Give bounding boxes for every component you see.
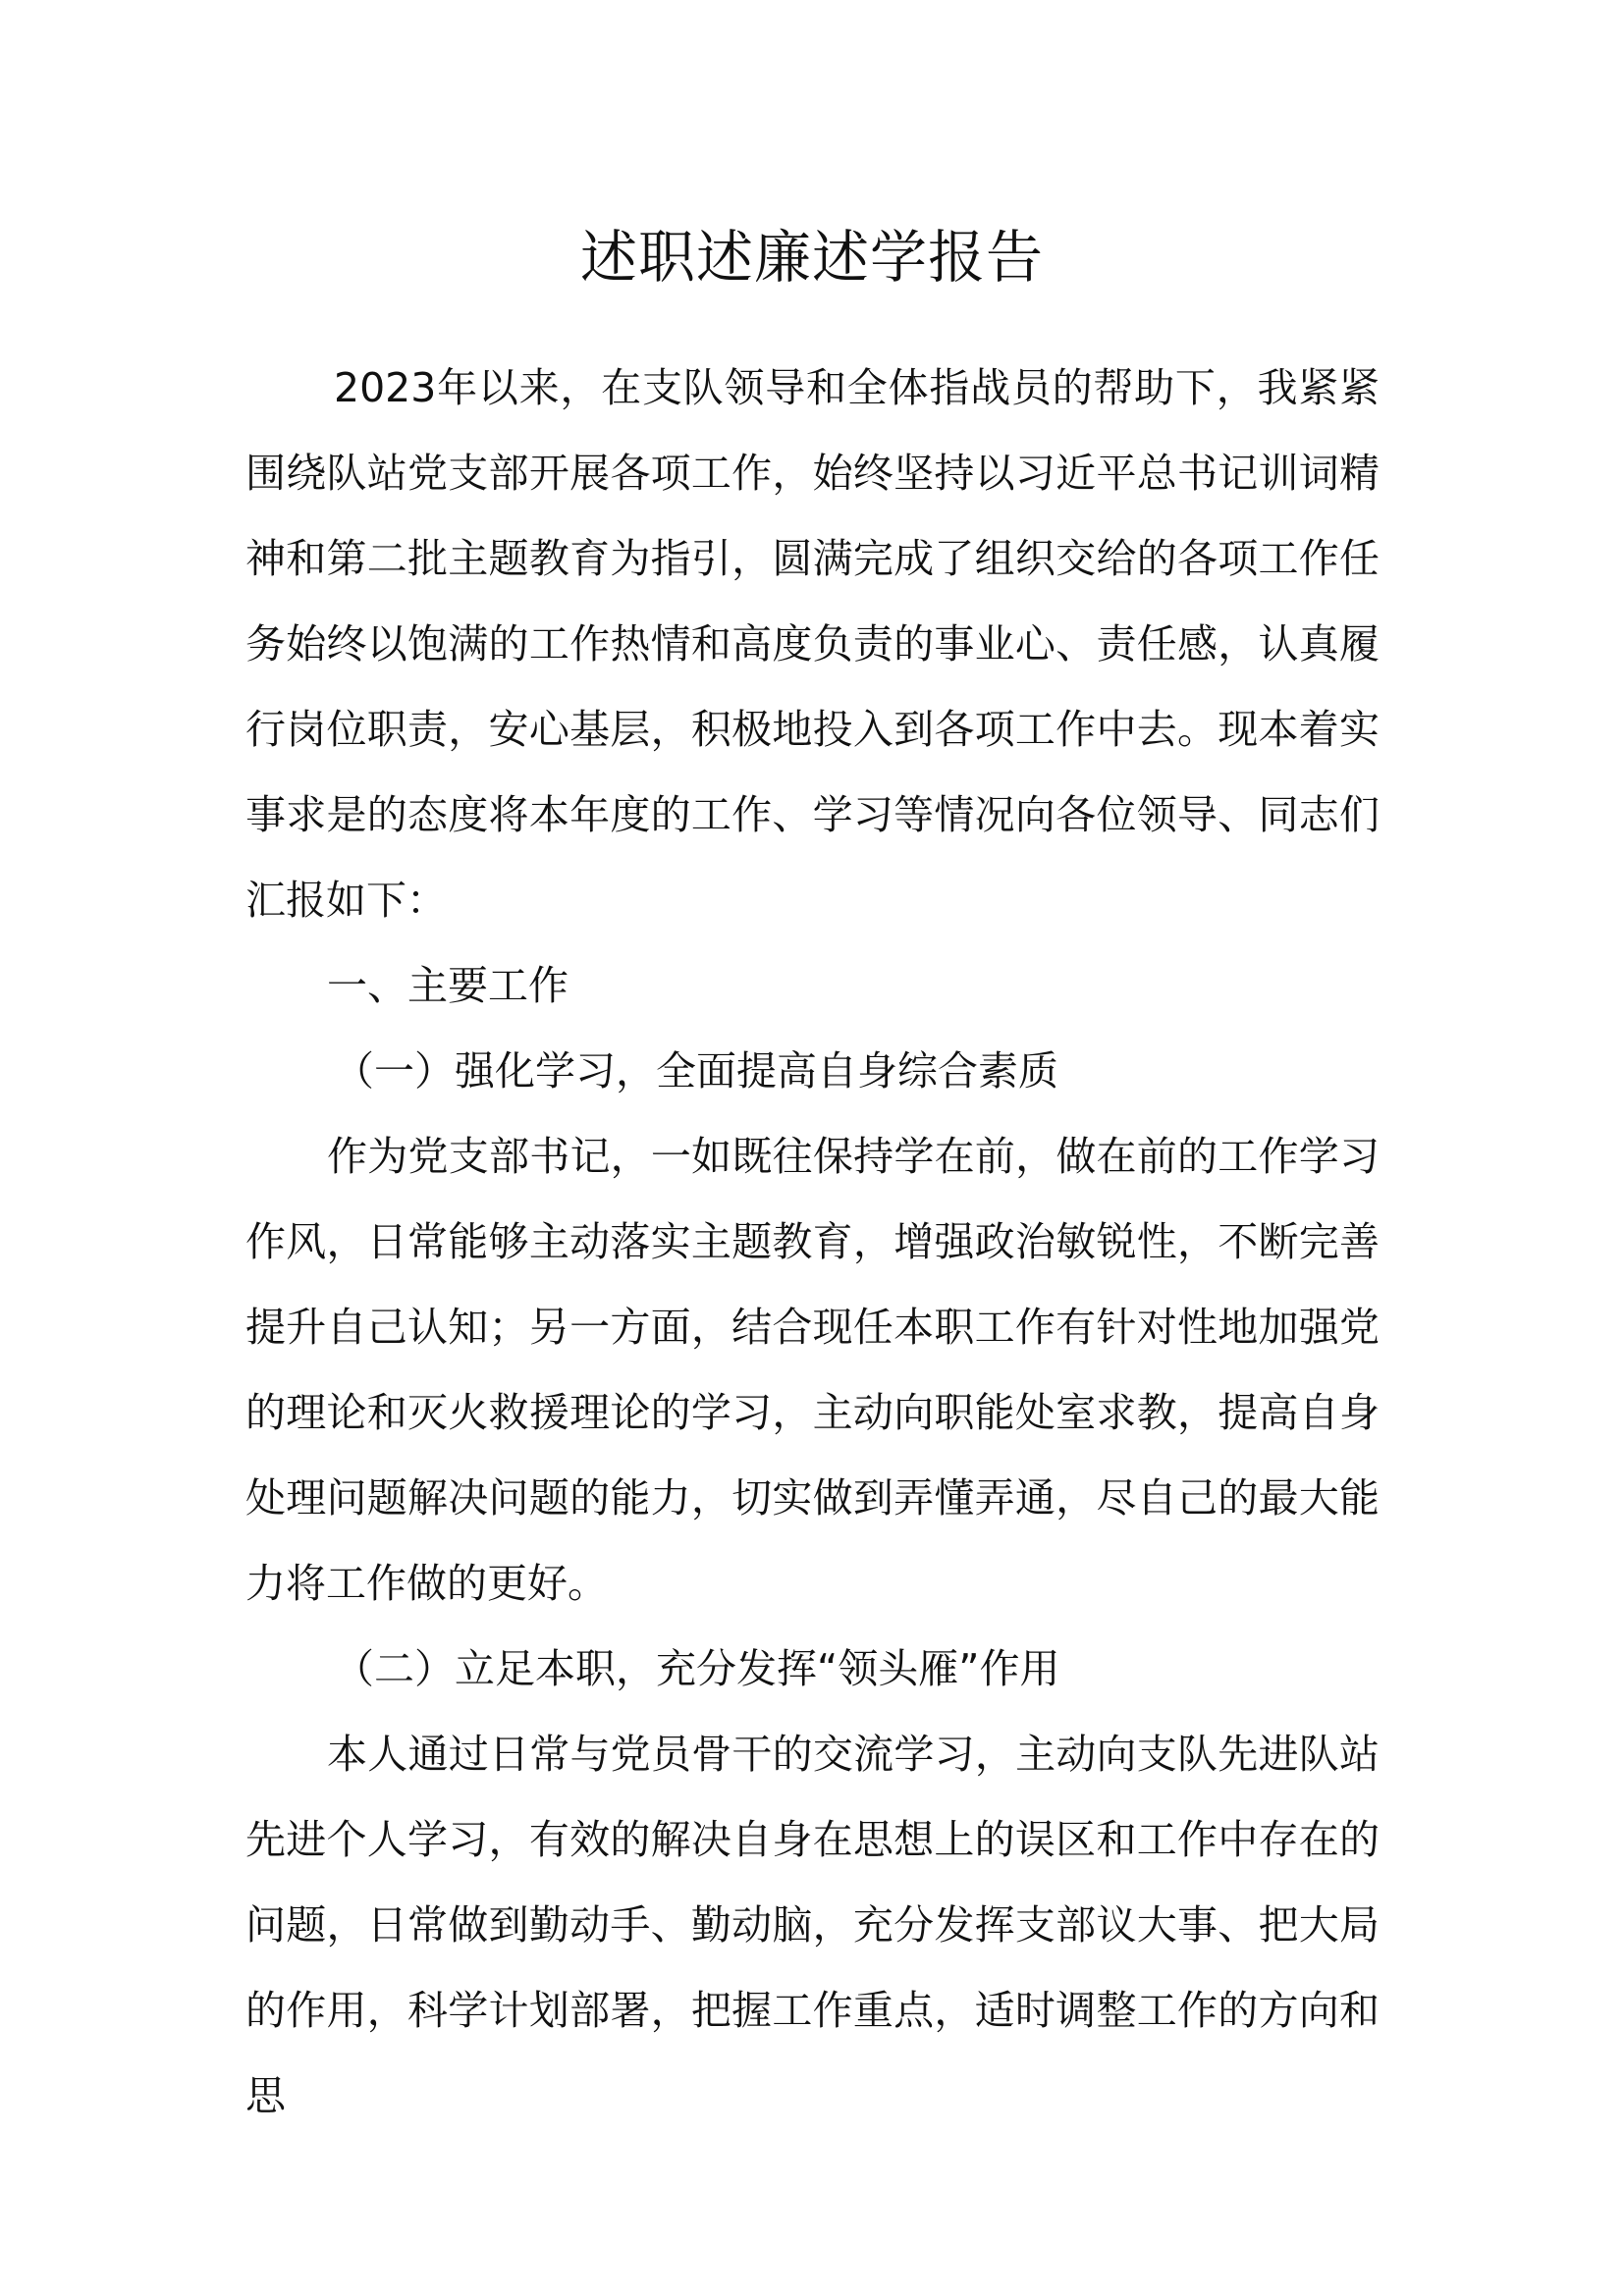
subsection-heading-study: （一）强化学习，全面提高自身综合素质 [334,1047,1058,1095]
role-paragraph: 本人通过日常与党员骨干的交流学习，主动向支队先进队站先进个人学习，有效的解决自身在思想上的误区和工作中存在的问题，日常做到勤动手、勤动脑，充分发挥支部议大事、把大局的作用，科学计划部署，把握工作重点，适时调整工作的方向和思 [245,1731,1380,2119]
report-title: 述职述廉述学报告 [579,224,1044,291]
report-body [245,346,1380,2139]
study-paragraph: 作为党支部书记，一如既往保持学在前，做在前的工作学习作风，日常能够主动落实主题教育，增强政治敏锐性，不断完善提升自己认知；另一方面，结合现任本职工作有针对性地加强党的理论和灭火救援理论的学习，主动向职能处室求教，提高自身处理问题解决问题的能力，切实做到弄懂弄通，尽自己的最大能力将工作做的更好。 [245,1133,1380,1607]
subsection-heading-role: （二）立足本职，充分发挥“领头雁”作用 [334,1645,1060,1692]
intro-paragraph: 2023年以来，在支队领导和全体指战员的帮助下，我紧紧围绕队站党支部开展各项工作，始终坚持以习近平总书记训词精神和第二批主题教育为指引，圆满完成了组织交给的各项工作任务始终以饱满的工作热情和高度负责的事业心、责任感，认真履行岗位职责，安心基层，积极地投入到各项工作中去。现本着实事求是的态度将本年度的工作、学习等情况向各位领导、同志们汇报如下： [245,364,1380,924]
section-heading-main-work: 一、主要工作 [327,962,568,1009]
